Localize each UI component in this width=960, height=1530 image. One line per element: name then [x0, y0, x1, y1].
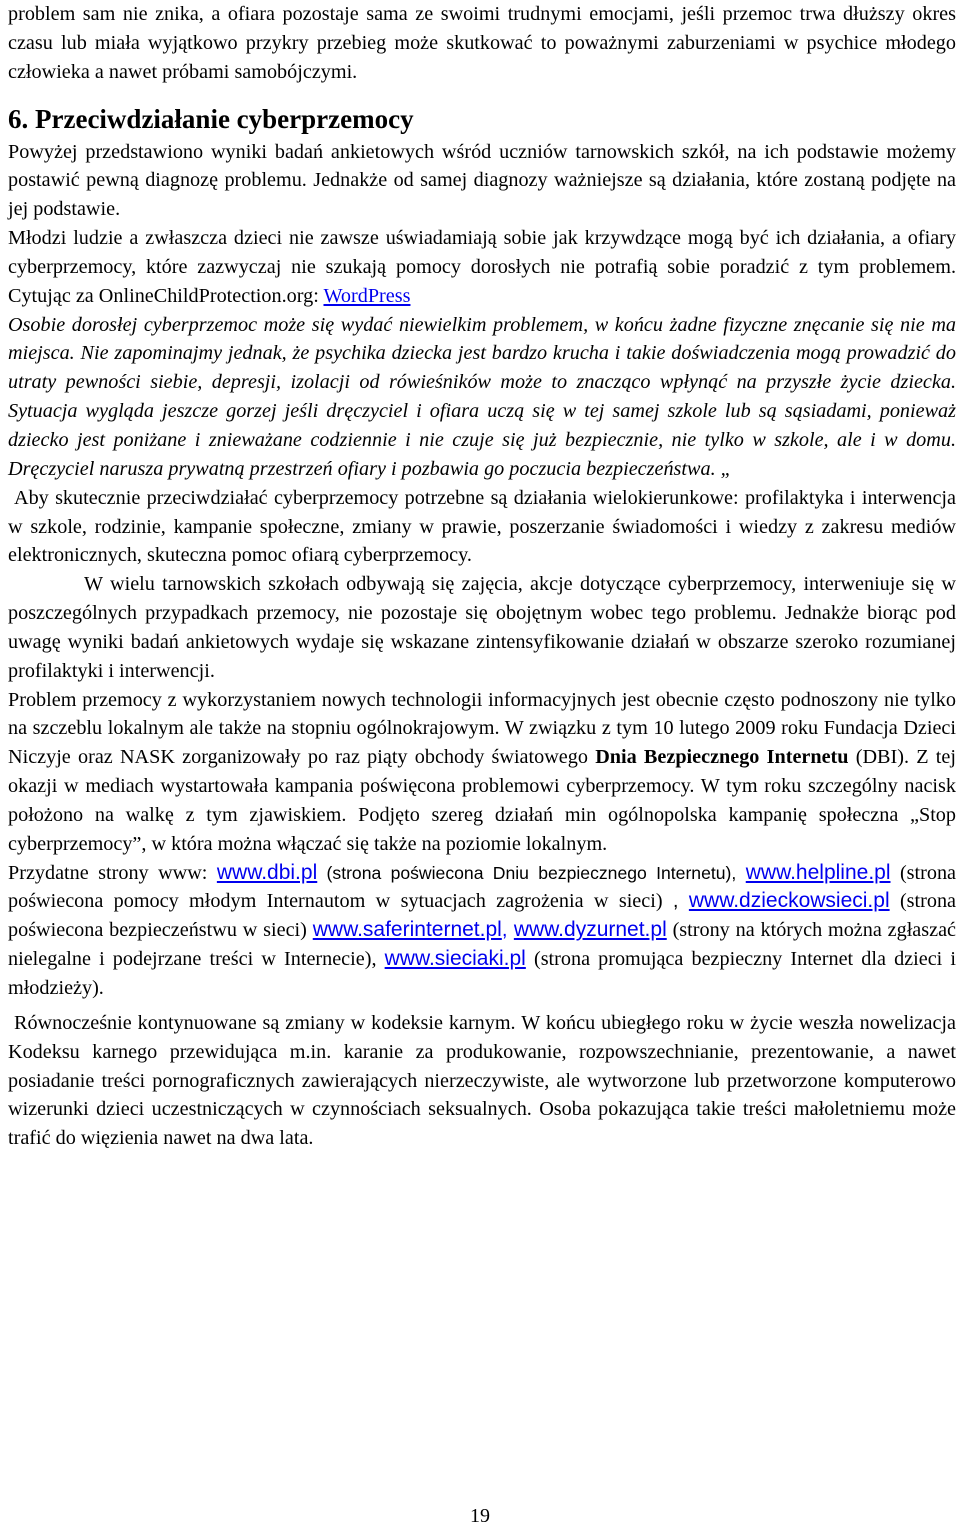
link-dbi-note: (strona poświecona Dniu bezpiecznego Internetu), — [317, 862, 737, 883]
quote-onlinechildprotection: Osobie dorosłej cyberprzemoc może się wydać niewielkim problemem, w końcu żadne fizyczne znęcanie się nie ma miejsca. Nie zapominajmy jednak, że psychika dziecka jest bardzo krucha i takie doświadczenia mogą prowadzić do utraty pewności siebie, depresji, izolacji od rówieśników może to znacząco wpłynąć na przyszłe życie dziecka. Sytuacja wygląda jeszcze gorzej jeśli dręczyciel i ofiara uczą się w tej samej szkole lub są sąsiadami, ponieważ dziecko jest poniżane i znieważane codziennie i nie czuje się już bezpiecznie, nie tylko w szkole, ale i w domu. Dręczyciel narusza prywatną przestrzeń ofiary i pozbawia go poczucia bezpieczeństwa. „ — [8, 313, 956, 480]
links-comma: , — [672, 890, 679, 913]
paragraph-dbi-text-a: Problem przemocy z wykorzystaniem nowych technologii informacyjnych jest obecnie często podnoszony nie tylko na szczeblu lokalnym ale także na stopniu ogólnokrajowym. W związku z tym 10 lutego 2009 roku Fundacja Dzieci Niczyje oraz NASK zorganizowały po raz piąty obchody światowego — [8, 688, 956, 769]
paragraph-young-people-text: Młodzi ludzie a zwłaszcza dzieci nie zawsze uświadamiają sobie jak krzywdzące mogą być ich działania, a ofiary cyberprzemocy, które zazwyczaj nie szukają pomocy dorosłych nie potrafią sobie poradzić z tym problemem. Cytując za OnlineChildProtection.org: — [8, 227, 956, 307]
page-number: 19 — [470, 1505, 490, 1527]
paragraph-survey: Powyżej przedstawiono wyniki badań ankietowych wśród uczniów tarnowskich szkół, na ich podstawie możemy postawić pewną diagnozę problemu. Jednakże od samej diagnozy ważniejsze są działania, które zostaną podjęte na jej podstawie. — [8, 140, 956, 221]
link-dzieckowsieci-note: (strona poświecona bezpieczeństwu w sieci) — [8, 890, 957, 942]
intro-paragraph: problem sam nie znika, a ofiara pozostaje sama ze swoimi trudnymi emocjami, jeśli przemoc trwa dłuższy okres czasu lub miała wyjątkowo przykry przebieg może skutkować to poważnymi zaburzeniami w psychice młodego człowieka a nawet próbami samobójczymi. — [8, 3, 956, 83]
link-dyzurnet-note: (strony na których można zgłaszać nielegalne i podejrzane treści w Internecie), — [8, 919, 957, 971]
paragraph-useful-links — [8, 859, 956, 1003]
dbi-name: Dnia Bezpiecznego Internetu — [595, 746, 849, 769]
paragraph-dbi-text-b: (DBI). Z tej okazji w mediach wystartowała kampania poświęcona problemowi cyberprzemocy. W tym roku szczególny nacisk położono na walkę z tym zjawiskiem. Podjęto szereg działań min ogólnopolska kampanię społeczna „Stop cyberprzemocy”, w która można włączać się także na poziomie lokalnym. — [8, 746, 956, 855]
section-heading: 6. Przeciwdziałanie cyberprzemocy — [8, 103, 414, 134]
paragraph-multidirectional: Aby skutecznie przeciwdziałać cyberprzemocy potrzebne są działania wielokierunkowe: profilaktyka i interwencja w szkole, rodzinie, kampanie społeczne, zmiany w prawie, poszerzanie świadomości i wiedzy z zakresu mediów elektronicznych, skuteczna pomoc ofiarą cyberprzemocy. — [8, 486, 956, 567]
link-dzieckowsieci[interactable]: www.dzieckowsieci.pl — [688, 889, 890, 913]
link-dbi[interactable]: www.dbi.pl — [216, 860, 318, 884]
link-saferinternet[interactable]: www.saferinternet.pl — [312, 918, 502, 942]
paragraph-criminal-code: Równocześnie kontynuowane są zmiany w kodeksie karnym. W końcu ubiegłego roku w życie weszła nowelizacja Kodeksu karnego przewidująca m.in. karanie za produkowanie, rozpowszechnianie, prezentowanie, a nawet posiadanie treści pornograficznych zawierających nierzeczywiste, ale wytworzone lub przetworzone komputerowo wizerunki dzieci uczestniczących w czynnościach seksualnych. Osoba pokazująca takie treści małoletniemu może trafić do więzienia nawet na dwa lata. — [8, 1011, 956, 1150]
paragraph-tarnow-schools: W wielu tarnowskich szkołach odbywają się zajęcia, akcje dotyczące cyberprzemocy, interweniuje się w poszczególnych przypadkach przemocy, nie pozostaje się obojętnym wobec tego problemu. Jednakże biorąc pod uwagę wyniki badań ankietowych wydaje się wskazane zintensyfikowanie działań w obszarze szeroko rozumianej profilaktyki i interwencji. — [8, 573, 956, 682]
link-helpline[interactable]: www.helpline.pl — [745, 860, 891, 884]
link-sieciaki-note: (strona promująca bezpieczny Internet dla dzieci i młodzieży). — [8, 948, 956, 999]
paragraph-young-people — [8, 224, 956, 484]
paragraph-dbi — [8, 686, 956, 859]
links-lead: Przydatne strony www: — [8, 861, 217, 884]
link-helpline-note: (strona poświecona pomocy młodym Internautom w sytuacjach zagrożenia w sieci) — [8, 861, 956, 913]
link-sieciaki[interactable]: www.sieciaki.pl — [384, 947, 526, 971]
wordpress-link[interactable]: WordPress — [323, 284, 411, 307]
links-separator: , — [501, 919, 514, 942]
link-dyzurnet[interactable]: www.dyzurnet.pl — [513, 918, 667, 942]
document-page — [8, 0, 956, 1153]
